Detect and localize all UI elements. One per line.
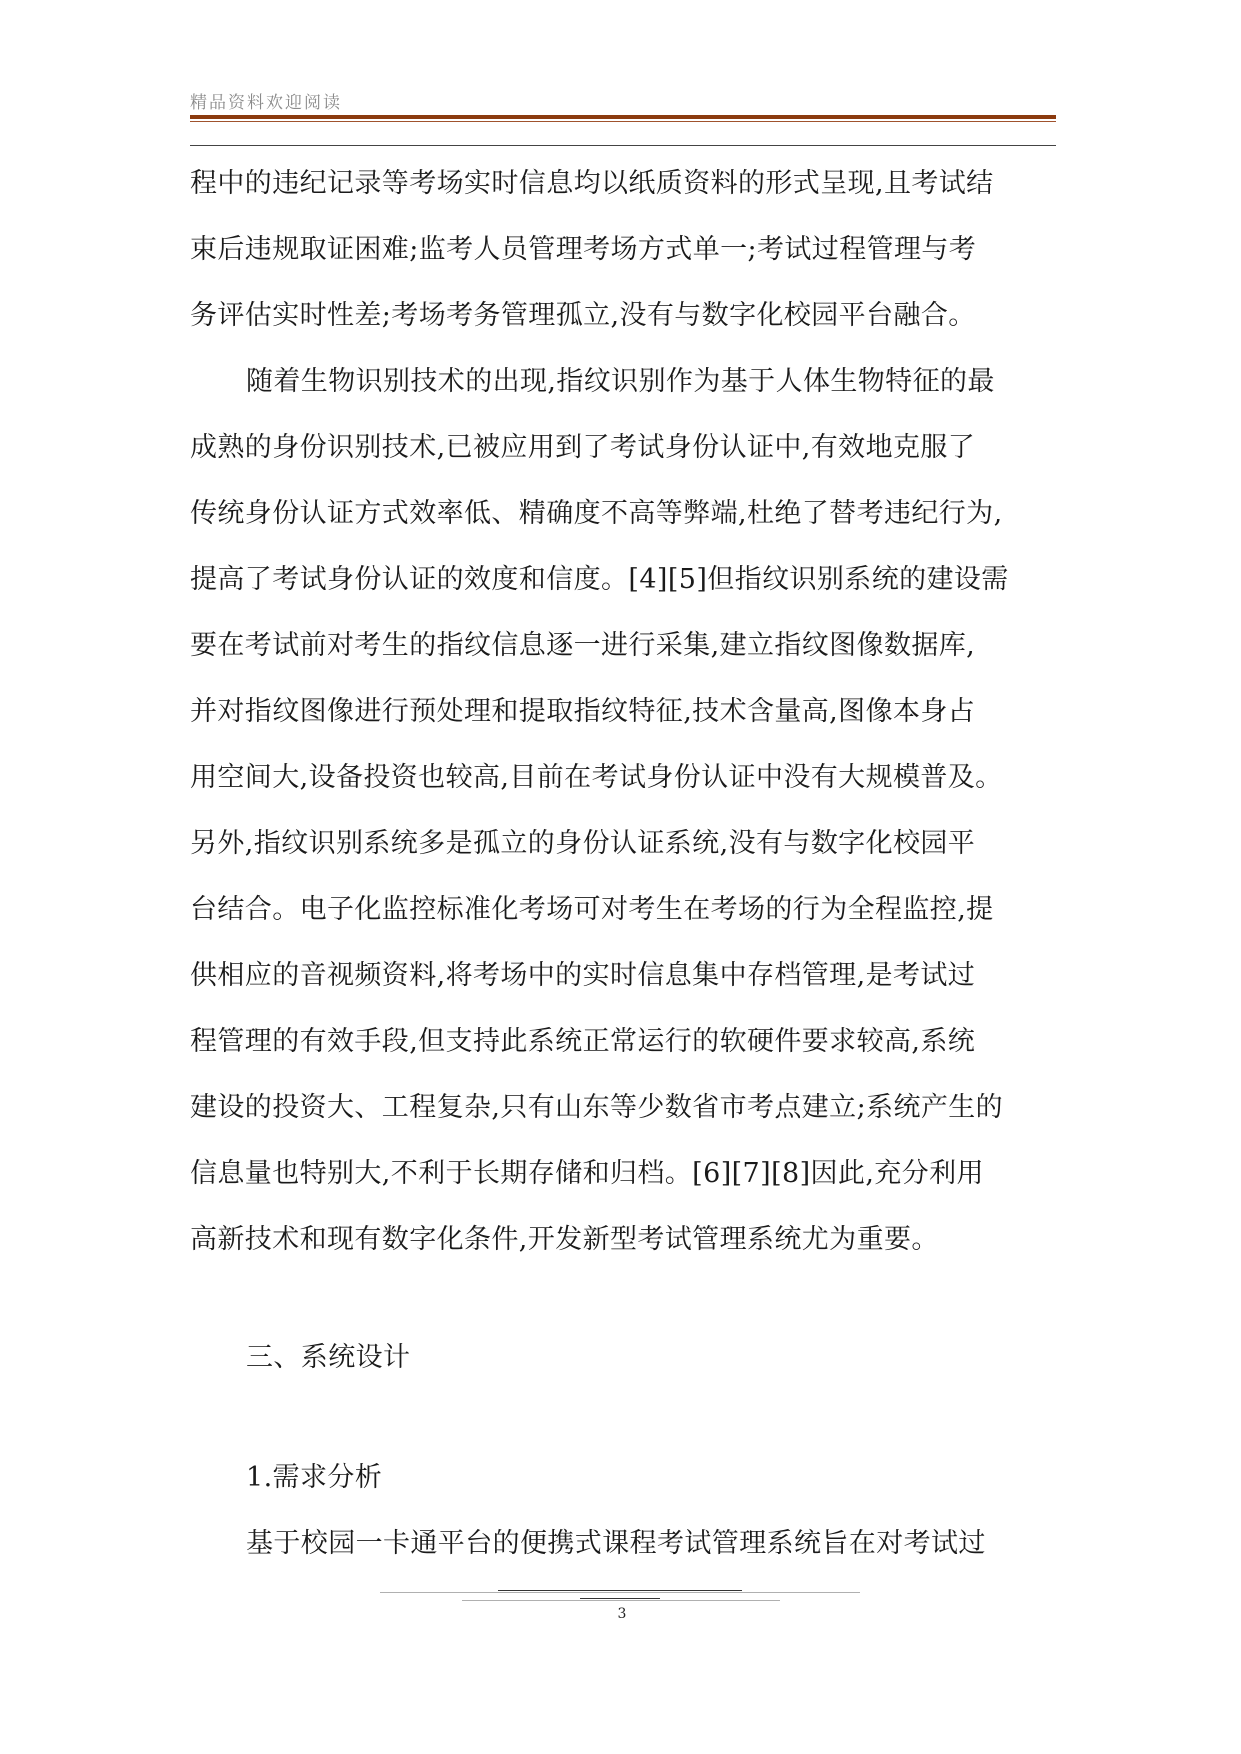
- paragraph-line: 供相应的音视频资料,将考场中的实时信息集中存档管理,是考试过: [190, 960, 976, 991]
- paragraph-line: 程管理的有效手段,但支持此系统正常运行的软硬件要求较高,系统: [190, 1026, 976, 1057]
- paragraph-line: 信息量也特别大,不利于长期存储和归档。[6][7][8]因此,充分利用: [190, 1158, 984, 1189]
- footer-rule-lower: [462, 1600, 780, 1601]
- footer-rule-center: [580, 1598, 660, 1599]
- paragraph-line: 并对指纹图像进行预处理和提取指纹特征,技术含量高,图像本身占: [190, 696, 976, 727]
- paragraph-line: 程中的违纪记录等考场实时信息均以纸质资料的形式呈现,且考试结: [190, 168, 994, 199]
- footer-rule: [380, 1592, 860, 1593]
- paragraph-line: 台结合。电子化监控标准化考场可对考生在考场的行为全程监控,提: [190, 894, 994, 925]
- paragraph-line: 用空间大,设备投资也较高,目前在考试身份认证中没有大规模普及。: [190, 762, 1003, 793]
- footer-rule-dark: [498, 1590, 742, 1591]
- paragraph-line: 要在考试前对考生的指纹信息逐一进行采集,建立指纹图像数据库,: [190, 630, 976, 661]
- paragraph-line: 建设的投资大、工程复杂,只有山东等少数省市考点建立;系统产生的: [190, 1092, 1004, 1123]
- paragraph-line: 成熟的身份识别技术,已被应用到了考试身份认证中,有效地克服了: [190, 432, 976, 463]
- paragraph-line: 高新技术和现有数字化条件,开发新型考试管理系统尤为重要。: [190, 1224, 939, 1255]
- paragraph-line: 另外,指纹识别系统多是孤立的身份认证系统,没有与数字化校园平: [190, 828, 976, 859]
- paragraph-line: 务评估实时性差;考场考务管理孤立,没有与数字化校园平台融合。: [190, 300, 976, 331]
- paragraph-line: 提高了考试身份认证的效度和信度。[4][5]但指纹识别系统的建设需: [190, 564, 1009, 595]
- header-rule-bottom: [190, 145, 1056, 146]
- paragraph-line: 束后违规取证困难;监考人员管理考场方式单一;考试过程管理与考: [190, 234, 977, 265]
- subsection-heading: 1.需求分析: [246, 1462, 383, 1493]
- header-rule-thin: [190, 121, 1056, 122]
- header-rule-thick: [190, 115, 1056, 119]
- paragraph-line: 基于校园一卡通平台的便携式课程考试管理系统旨在对考试过: [246, 1528, 986, 1559]
- section-heading: 三、系统设计: [246, 1342, 411, 1373]
- paragraph-line: 随着生物识别技术的出现,指纹识别作为基于人体生物特征的最: [246, 366, 995, 397]
- header-text: 精品资料欢迎阅读: [190, 93, 342, 113]
- paragraph-line: 传统身份认证方式效率低、精确度不高等弊端,杜绝了替考违纪行为,: [190, 498, 1003, 529]
- page-number: 3: [617, 1606, 627, 1622]
